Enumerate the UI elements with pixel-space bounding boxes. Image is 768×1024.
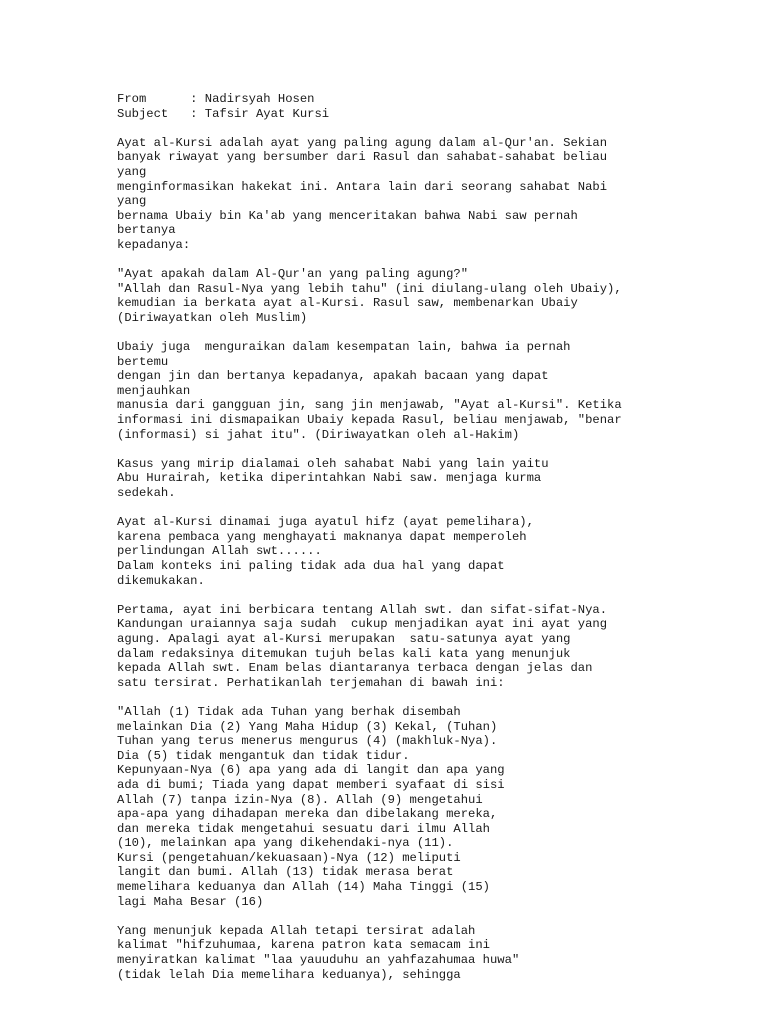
text-line: dikemukakan. — [117, 573, 205, 588]
text-line: Abu Hurairah, ketika diperintahkan Nabi saw. menjaga kurma — [117, 471, 542, 486]
text-line: "Ayat apakah dalam Al-Qur'an yang paling agung?" — [117, 267, 469, 282]
text-line — [117, 588, 757, 603]
text-line — [117, 501, 757, 516]
text-line: banyak riwayat yang bersumber dari Rasul dan sahabat-sahabat beliau — [117, 150, 608, 165]
text-line: kemudian ia berkata ayat al-Kursi. Rasul saw, membenarkan Ubaiy — [117, 296, 578, 311]
text-line: yang — [117, 164, 147, 179]
text-line — [117, 121, 757, 136]
text-line: menyiratkan kalimat "laa yauuduhu an yahfazahumaa huwa" — [117, 953, 520, 968]
text-line: perlindungan Allah swt...... — [117, 544, 322, 559]
text-line: ada di bumi; Tiada yang dapat memberi syafaat di sisi — [117, 777, 505, 792]
text-line: From : Nadirsyah Hosen — [117, 92, 315, 106]
text-line: Kursi (pengetahuan/kekuasaan)-Nya (12) meliputi — [117, 850, 461, 865]
text-line: Tuhan yang terus menerus mengurus (4) (makhluk-Nya). — [117, 734, 498, 749]
text-line: "Allah dan Rasul-Nya yang lebih tahu" (ini diulang-ulang oleh Ubaiy), — [117, 281, 622, 296]
text-line: bernama Ubaiy bin Ka'ab yang menceritakan bahwa Nabi saw pernah — [117, 208, 578, 223]
text-line: yang — [117, 194, 147, 209]
text-line — [117, 690, 757, 705]
text-line: (Diriwayatkan oleh Muslim) — [117, 310, 308, 325]
text-line: Kandungan uraiannya saja sudah cukup menjadikan ayat ini ayat yang — [117, 617, 608, 632]
text-line: satu tersirat. Perhatikanlah terjemahan di bawah ini: — [117, 675, 505, 690]
text-line: manusia dari gangguan jin, sang jin menjawab, "Ayat al-Kursi". Ketika — [117, 398, 622, 413]
text-line: Allah (7) tanpa izin-Nya (8). Allah (9) mengetahui — [117, 792, 483, 807]
text-line: dengan jin dan bertanya kepadanya, apakah bacaan yang dapat — [117, 369, 549, 384]
text-line: (informasi) si jahat itu". (Diriwayatkan oleh al-Hakim) — [117, 427, 520, 442]
text-line: (tidak lelah Dia memelihara keduanya), sehingga — [117, 967, 461, 982]
text-line: Ayat al-Kursi dinamai juga ayatul hifz (ayat pemelihara), — [117, 515, 534, 530]
text-line — [117, 326, 757, 341]
text-line: Kasus yang mirip dialamai oleh sahabat Nabi yang lain yaitu — [117, 456, 549, 471]
text-line: Dalam konteks ini paling tidak ada dua hal yang dapat — [117, 559, 505, 573]
text-line — [117, 909, 757, 924]
text-line: menjauhkan — [117, 383, 191, 398]
text-line: apa-apa yang dihadapan mereka dan dibelakang mereka, — [117, 807, 498, 822]
text-line: agung. Apalagi ayat al-Kursi merupakan satu-satunya ayat yang — [117, 631, 571, 646]
text-line: kepada Allah swt. Enam belas diantaranya terbaca dengan jelas dan — [117, 661, 593, 676]
text-line: memelihara keduanya dan Allah (14) Maha Tinggi (15) — [117, 880, 490, 895]
text-line: lagi Maha Besar (16) — [117, 894, 264, 909]
text-line: Subject : Tafsir Ayat Kursi — [117, 106, 330, 121]
text-line: kalimat "hifzuhumaa, karena patron kata semacam ini — [117, 938, 490, 953]
text-line: dan mereka tidak mengetahui sesuatu dari ilmu Allah — [117, 821, 490, 836]
text-line — [117, 253, 757, 268]
text-line: Yang menunjuk kepada Allah tetapi tersirat adalah — [117, 923, 476, 938]
text-line: sedekah. — [117, 486, 176, 501]
text-line: kepadanya: — [117, 237, 191, 252]
text-line: (10), melainkan apa yang dikehendaki-nya (11). — [117, 836, 454, 851]
text-line — [117, 442, 757, 457]
text-line: "Allah (1) Tidak ada Tuhan yang berhak disembah — [117, 704, 461, 719]
text-line: karena pembaca yang menghayati maknanya dapat memperoleh — [117, 529, 527, 544]
text-line: melainkan Dia (2) Yang Maha Hidup (3) Kekal, (Tuhan) — [117, 719, 498, 734]
text-line: langit dan bumi. Allah (13) tidak merasa berat — [117, 865, 454, 880]
text-line: bertanya — [117, 223, 176, 238]
text-line: bertemu — [117, 354, 169, 369]
document-text — [117, 92, 757, 982]
text-line: Ayat al-Kursi adalah ayat yang paling agung dalam al-Qur'an. Sekian — [117, 135, 608, 150]
text-line: Ubaiy juga menguraikan dalam kesempatan lain, bahwa ia pernah — [117, 340, 571, 355]
text-line: Pertama, ayat ini berbicara tentang Allah swt. dan sifat-sifat-Nya. — [117, 602, 608, 617]
text-line: menginformasikan hakekat ini. Antara lain dari seorang sahabat Nabi — [117, 179, 608, 194]
text-line: dalam redaksinya ditemukan tujuh belas kali kata yang menunjuk — [117, 646, 571, 661]
text-line: informasi ini dismapaikan Ubaiy kepada Rasul, beliau menjawab, "benar — [117, 413, 622, 428]
text-line: Kepunyaan-Nya (6) apa yang ada di langit dan apa yang — [117, 763, 505, 778]
text-line: Dia (5) tidak mengantuk dan tidak tidur. — [117, 748, 410, 763]
